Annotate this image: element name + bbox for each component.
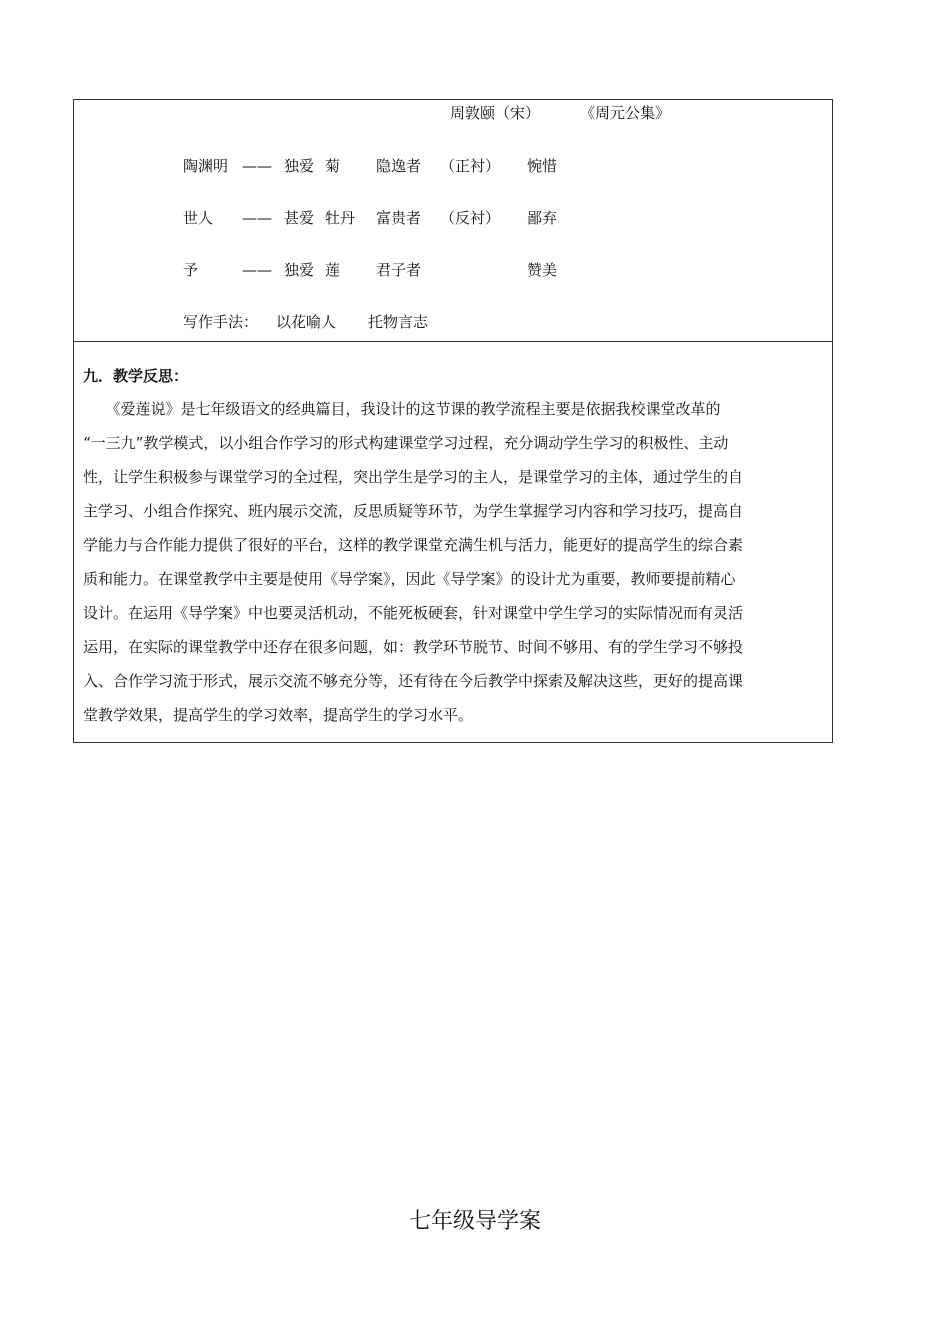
contrast-dash: —— <box>242 261 272 279</box>
paragraph-line: 设计。在运用《导学案》中也要灵活机动，不能死板硬套，针对课堂中学生学习的实际情况而有灵活 <box>83 604 744 622</box>
source-text: 《周元公集》 <box>580 104 671 122</box>
contrast-verb: 甚爱 <box>284 209 315 227</box>
paragraph-line: 主学习、小组合作探究、班内展示交流，反思质疑等环节，为学生掌握学习内容和学习技巧，提高自 <box>83 502 744 520</box>
contrast-relation: （正衬） <box>440 157 501 175</box>
contrast-flower: 牡丹 <box>325 209 356 227</box>
paragraph-line: 运用，在实际的课堂教学中还存在很多问题，如：教学环节脱节、时间不够用、有的学生学习不够投 <box>83 638 744 656</box>
reflection-heading: 九．教学反思： <box>83 367 189 385</box>
contrast-dash: —— <box>242 157 272 175</box>
contrast-subject: 世人 <box>183 209 214 227</box>
content-table <box>73 99 833 743</box>
contrast-subject: 予 <box>183 261 199 279</box>
contrast-relation: （反衬） <box>440 209 501 227</box>
technique-method: 托物言志 <box>368 313 429 331</box>
paragraph-line: 质和能力。在课堂教学中主要是使用《导学案》，因此《导学案》的设计尤为重要，教师要提前精心 <box>83 570 736 588</box>
contrast-flower: 莲 <box>325 261 341 279</box>
contrast-verb: 独爱 <box>284 157 315 175</box>
contrast-attitude: 鄙弃 <box>527 209 558 227</box>
reflection-paragraph <box>83 392 823 732</box>
paragraph-line: 学能力与合作能力提供了很好的平台，这样的教学课堂充满生机与活力，能更好的提高学生的综合素 <box>83 536 744 554</box>
contrast-attitude: 惋惜 <box>527 157 558 175</box>
technique-method: 以花喻人 <box>276 313 337 331</box>
contrast-flower: 菊 <box>325 157 341 175</box>
technique-label: 写作手法： <box>183 313 259 331</box>
paragraph-line: “一三九”教学模式，以小组合作学习的形式构建课堂学习过程，充分调动学生学习的积极性、主动 <box>83 434 729 452</box>
author-text: 周敦颐（宋） <box>450 104 541 122</box>
contrast-subject: 陶渊明 <box>183 157 229 175</box>
contrast-person: 隐逸者 <box>376 157 422 175</box>
contrast-person: 富贵者 <box>376 209 422 227</box>
row-divider <box>74 341 832 342</box>
contrast-attitude: 赞美 <box>527 261 558 279</box>
paragraph-line: 性，让学生积极参与课堂学习的全过程，突出学生是学习的主人，是课堂学习的主体，通过学生的自 <box>83 468 744 486</box>
page-footer-title: 七年级导学案 <box>408 1209 541 1234</box>
paragraph-line: 堂教学效果，提高学生的学习效率，提高学生的学习水平。 <box>83 706 474 724</box>
paragraph-line: 《爱莲说》是七年级语文的经典篇目，我设计的这节课的教学流程主要是依据我校课堂改革的 <box>83 400 721 418</box>
paragraph-line: 入、合作学习流于形式，展示交流不够充分等，还有待在今后教学中探索及解决这些，更好的提高课 <box>83 672 744 690</box>
contrast-person: 君子者 <box>376 261 422 279</box>
contrast-dash: —— <box>242 209 272 227</box>
contrast-verb: 独爱 <box>284 261 315 279</box>
